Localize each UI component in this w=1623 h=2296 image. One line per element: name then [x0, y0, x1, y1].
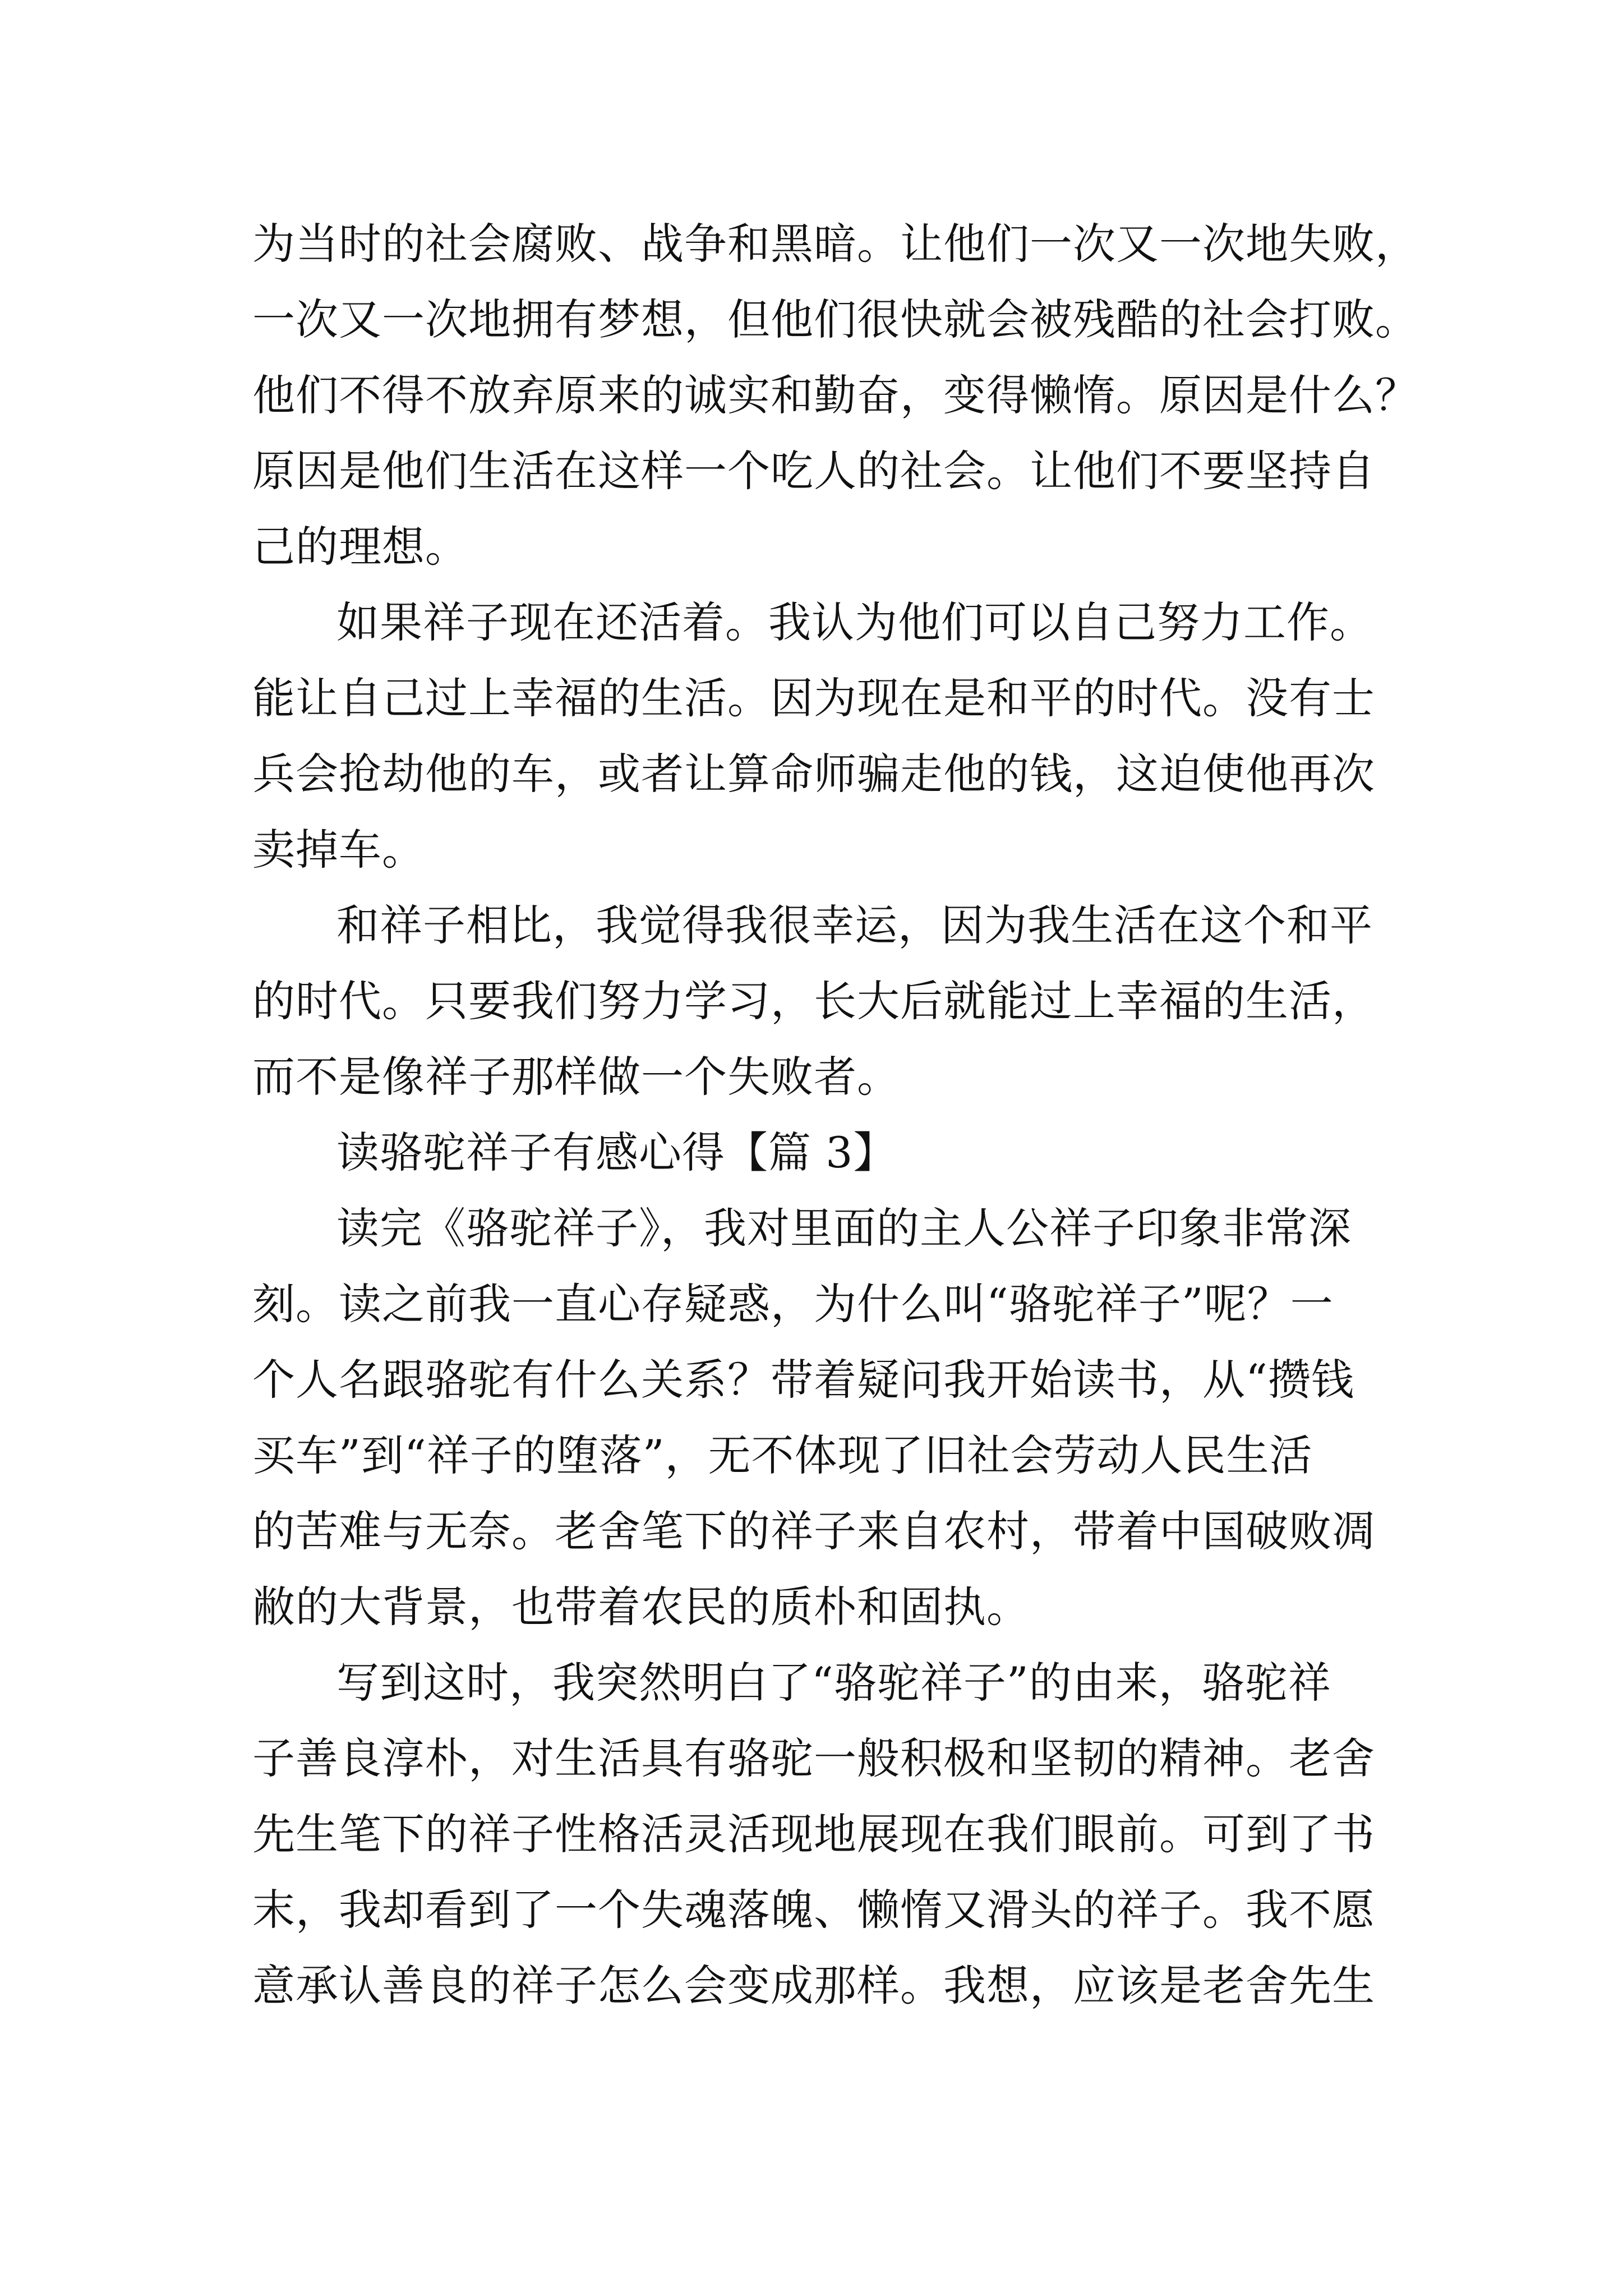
section-heading: 读骆驼祥子有感心得【篇 3】	[336, 1128, 897, 1177]
text-line: 能让自己过上幸福的生活。因为现在是和平的时代。没有士	[252, 673, 1375, 723]
text-line: 而不是像祥子那样做一个失败者。	[252, 1052, 900, 1102]
text-line: 写到这时，我突然明白了“骆驼祥子”的由来，骆驼祥	[336, 1658, 1331, 1708]
text-line: 个人名跟骆驼有什么关系？带着疑问我开始读书，从“攒钱	[252, 1355, 1354, 1405]
text-line: 买车”到“祥子的堕落”，无不体现了旧社会劳动人民生活	[252, 1430, 1313, 1480]
text-line: 先生笔下的祥子性格活灵活现地展现在我们眼前。可到了书	[252, 1809, 1375, 1859]
text-line: 他们不得不放弃原来的诚实和勤奋，变得懒惰。原因是什么？	[252, 370, 1418, 420]
text-line: 的时代。只要我们努力学习，长大后就能过上幸福的生活，	[252, 976, 1375, 1026]
text-line: 如果祥子现在还活着。我认为他们可以自己努力工作。	[336, 597, 1373, 647]
text-line: 的苦难与无奈。老舍笔下的祥子来自农村，带着中国破败凋	[252, 1506, 1375, 1556]
text-line: 兵会抢劫他的车，或者让算命师骗走他的钱，这迫使他再次	[252, 749, 1375, 799]
text-line: 和祥子相比，我觉得我很幸运，因为我生活在这个和平	[336, 900, 1373, 950]
text-line: 为当时的社会腐败、战争和黑暗。让他们一次又一次地失败，	[252, 219, 1418, 269]
text-line: 敝的大背景，也带着农民的质朴和固执。	[252, 1582, 1030, 1632]
text-line: 己的理想。	[252, 522, 468, 572]
text-line: 一次又一次地拥有梦想，但他们很快就会被残酷的社会打败。	[252, 295, 1418, 344]
text-line: 卖掉车。	[252, 825, 425, 875]
text-line: 末，我却看到了一个失魂落魄、懒惰又滑头的祥子。我不愿	[252, 1885, 1375, 1935]
text-line: 原因是他们生活在这样一个吃人的社会。让他们不要坚持自	[252, 446, 1375, 496]
text-line: 子善良淳朴，对生活具有骆驼一般积极和坚韧的精神。老舍	[252, 1733, 1375, 1783]
text-line: 读完《骆驼祥子》，我对里面的主人公祥子印象非常深	[336, 1203, 1352, 1253]
text-line: 意承认善良的祥子怎么会变成那样。我想，应该是老舍先生	[252, 1961, 1375, 2010]
text-line: 刻。读之前我一直心存疑惑，为什么叫“骆驼祥子”呢？一	[252, 1279, 1334, 1329]
